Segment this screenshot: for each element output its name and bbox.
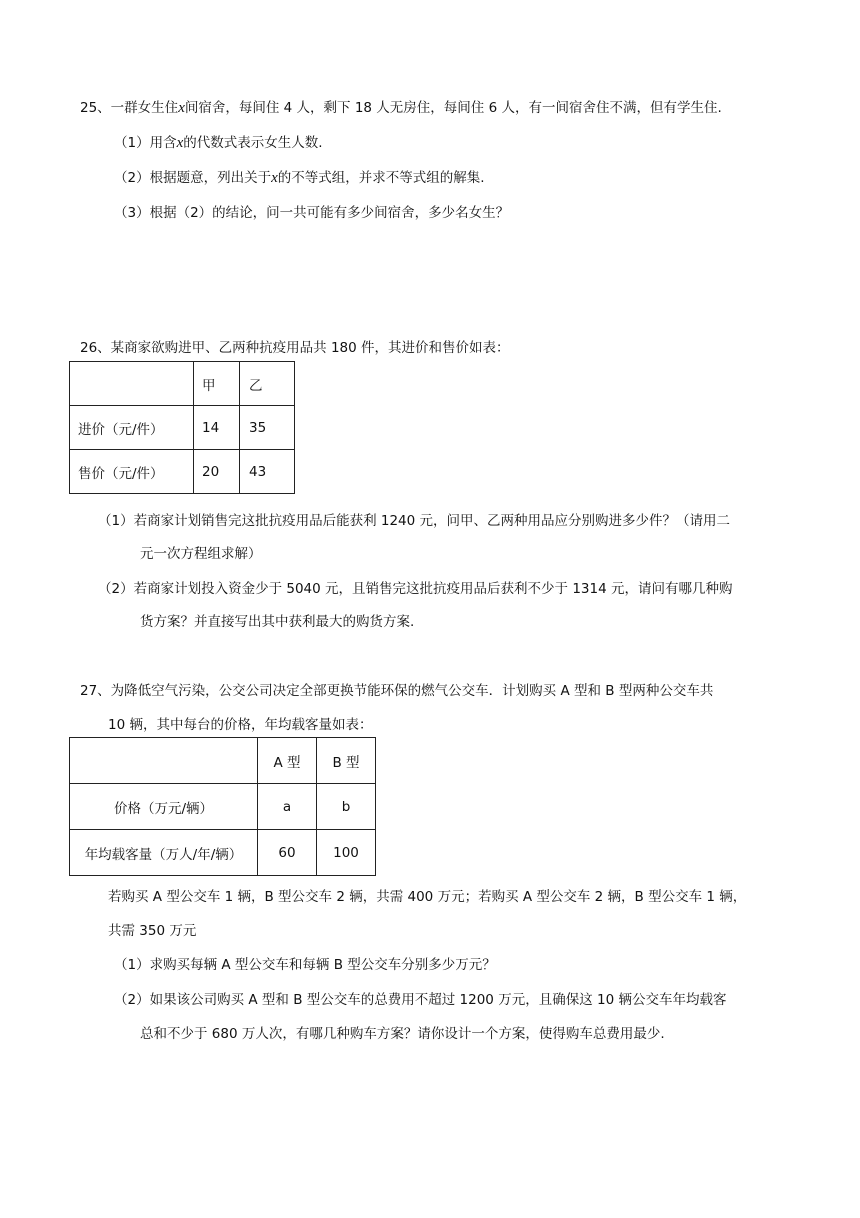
table-row — [70, 406, 295, 450]
q25-part2-var-x: x — [271, 170, 278, 186]
table-cell — [70, 362, 194, 406]
q27-part2-line2: 总和不少于 680 万人次，有哪几种购车方案？请你设计一个方案，使得购车总费用最少. — [140, 1026, 665, 1042]
table-row-label: 年均载客量（万人/年/辆） — [70, 830, 258, 876]
q25-stem — [80, 96, 722, 117]
table-cell: a — [258, 784, 317, 830]
q27-info-line1: 若购买 A 型公交车 1 辆，B 型公交车 2 辆，共需 400 万元；若购买 A 型公交车 2 辆，B 型公交车 1 辆， — [108, 889, 747, 905]
q26-part2-line1: （2）若商家计划投入资金少于 5040 元，且销售完这批抗疫用品后获利不少于 1314 元，请问有哪几种购 — [98, 581, 733, 597]
table-cell — [70, 738, 258, 784]
q25-part1 — [114, 131, 323, 152]
table-row-label: 售价（元/件） — [70, 450, 194, 494]
table-cell: b — [317, 784, 376, 830]
table-row-label: 价格（万元/辆） — [70, 784, 258, 830]
q25-stem-a: 25、一群女生住 — [80, 100, 179, 116]
q25-stem-b: 间宿舍，每间住 4 人，剩下 18 人无房住，每间住 6 人，有一间宿舍住不满，但有学生住. — [184, 100, 722, 116]
table-cell: 43 — [240, 450, 295, 494]
table-row — [70, 450, 295, 494]
q26-part1-line1: （1）若商家计划销售完这批抗疫用品后能获利 1240 元，问甲、乙两种用品应分别购进多少件？（请用二 — [98, 513, 731, 529]
table-row — [70, 362, 295, 406]
table-row — [70, 738, 376, 784]
table-cell: 14 — [194, 406, 240, 450]
table-header-yi: 乙 — [240, 362, 295, 406]
q25-part3: （3）根据（2）的结论，问一共可能有多少间宿舍，多少名女生？ — [114, 205, 510, 221]
q27-bus-table — [69, 737, 376, 876]
q25-part2-a: （2）根据题意，列出关于 — [114, 170, 272, 186]
q27-part2-line1: （2）如果该公司购买 A 型和 B 型公交车的总费用不超过 1200 万元，且确保这 10 辆公交车年均载客 — [114, 992, 727, 1008]
table-row-label: 进价（元/件） — [70, 406, 194, 450]
table-cell: 60 — [258, 830, 317, 876]
q26-stem: 26、某商家欲购进甲、乙两种抗疫用品共 180 件，其进价和售价如表： — [80, 340, 510, 356]
table-row — [70, 784, 376, 830]
q27-part1: （1）求购买每辆 A 型公交车和每辆 B 型公交车分别多少万元？ — [114, 957, 496, 973]
q26-part2-line2: 货方案？并直接写出其中获利最大的购货方案. — [140, 614, 415, 630]
q26-part1-line2: 元一次方程组求解） — [140, 546, 262, 562]
table-header-jia: 甲 — [194, 362, 240, 406]
table-header-type-a: A 型 — [258, 738, 317, 784]
q25-part1-var-x: x — [176, 135, 184, 151]
q27-stem-line1: 27、为降低空气污染，公交公司决定全部更换节能环保的燃气公交车．计划购买 A 型和 B 型两种公交车共 — [80, 683, 714, 699]
q25-var-x: x — [178, 100, 185, 116]
q25-part2 — [114, 166, 485, 187]
q25-part2-b: 的不等式组，并求不等式组的解集. — [277, 170, 485, 186]
q27-info-line2: 共需 350 万元 — [108, 923, 197, 939]
table-cell: 35 — [240, 406, 295, 450]
q25-part1-b: 的代数式表示女生人数. — [183, 135, 323, 151]
table-row — [70, 830, 376, 876]
q27-stem-line2: 10 辆，其中每台的价格，年均载客量如表： — [108, 717, 373, 733]
table-cell: 20 — [194, 450, 240, 494]
table-header-type-b: B 型 — [317, 738, 376, 784]
q25-part1-a: （1）用含 — [114, 135, 177, 151]
q26-price-table — [69, 361, 295, 494]
table-cell: 100 — [317, 830, 376, 876]
